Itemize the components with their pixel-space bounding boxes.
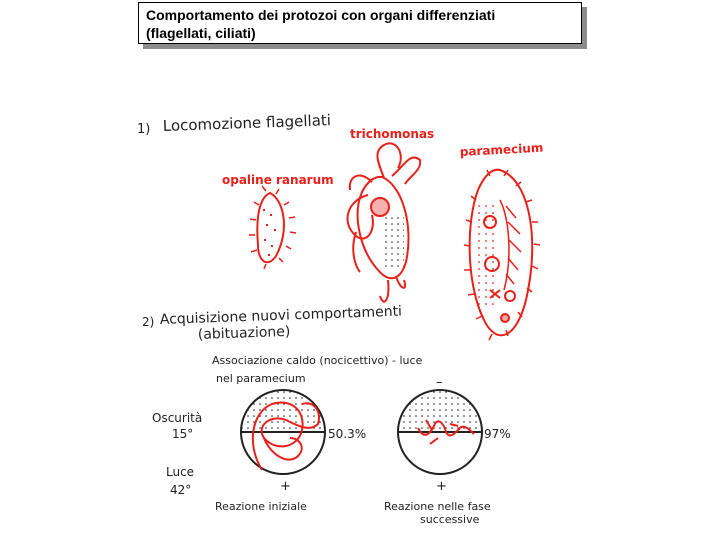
section-1-heading: Locomozione flagellati xyxy=(162,111,332,135)
trichomonas-sketch xyxy=(347,143,420,301)
dark-temperature: 15° xyxy=(172,427,194,441)
section-2-heading-line-2: (abituazione) xyxy=(197,323,291,343)
later-reaction-plus: + xyxy=(436,479,447,494)
initial-reaction-circle xyxy=(241,390,325,474)
section-1-number: 1) xyxy=(137,122,151,137)
later-reaction-percent: 97% xyxy=(484,427,511,441)
title-line-2: (flagellati, ciliati) xyxy=(146,25,256,41)
association-subheading: nel paramecium xyxy=(216,372,306,385)
initial-reaction-plus: + xyxy=(280,479,291,494)
paramecium-sketch xyxy=(464,170,540,340)
opaline-sketch xyxy=(249,186,296,269)
later-reaction-caption-line-2: successive xyxy=(420,513,480,526)
light-label: Luce xyxy=(166,465,195,479)
initial-reaction-caption: Reazione iniziale xyxy=(215,500,307,513)
light-temperature: 42° xyxy=(170,483,192,497)
organism-label-opaline: opaline ranarum xyxy=(222,173,334,187)
association-heading: Associazione caldo (nocicettivo) - luce xyxy=(212,354,423,367)
later-reaction-caption-line-1: Reazione nelle fase xyxy=(384,500,491,513)
section-2-heading-line-1: Acquisizione nuovi comportamenti xyxy=(159,303,403,328)
organism-label-paramecium: paramecium xyxy=(459,140,544,159)
section-2-number: 2) xyxy=(142,315,155,329)
initial-reaction-percent: 50.3% xyxy=(328,427,367,441)
dark-label: Oscurità xyxy=(152,411,203,425)
organism-label-trichomonas: trichomonas xyxy=(350,127,435,141)
title-line-1: Comportamento dei protozoi con organi differenziati xyxy=(146,7,496,23)
later-reaction-circle xyxy=(398,390,482,474)
later-reaction-minus: – xyxy=(436,375,443,390)
